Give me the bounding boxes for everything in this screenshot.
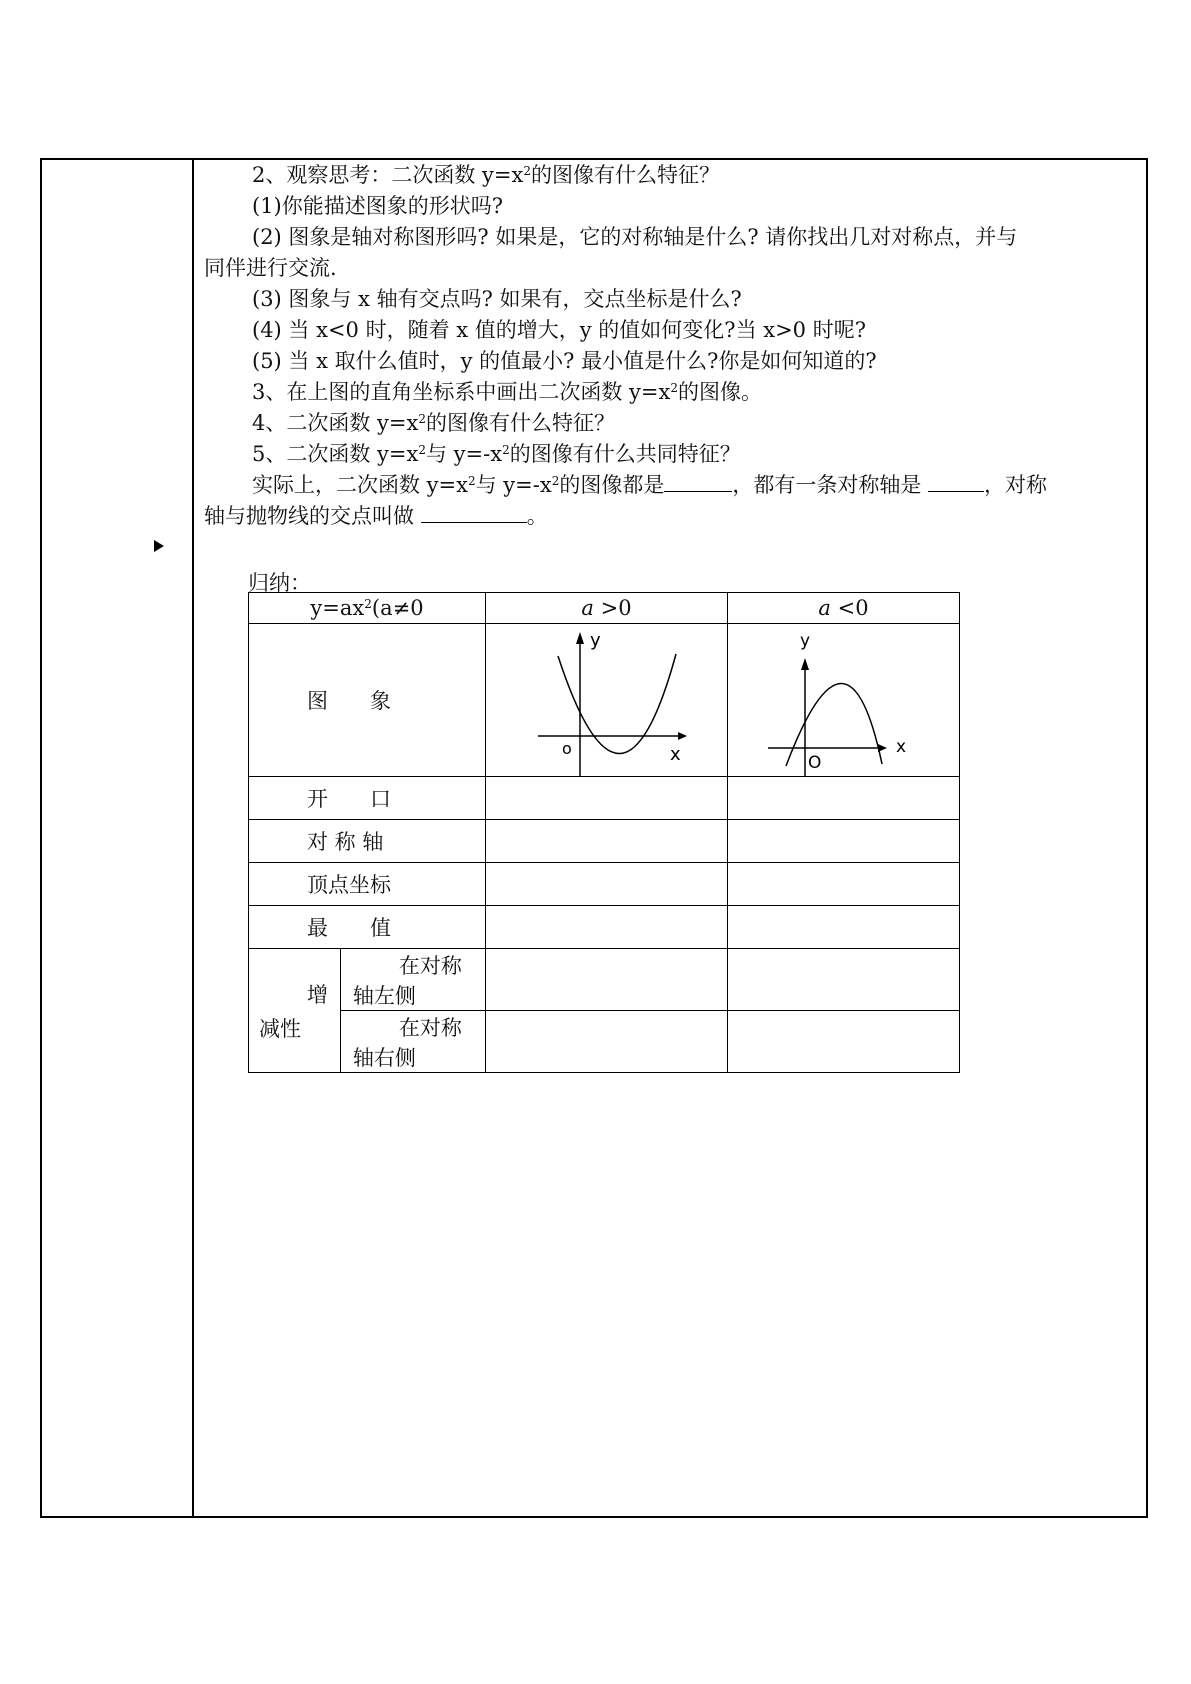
practice-line-2: 轴与抛物线的交点叫做 。 — [204, 504, 548, 528]
y-axis-label: y — [799, 631, 811, 651]
monotonicity-label — [249, 949, 341, 1073]
opening-row — [249, 777, 960, 820]
question-content — [204, 160, 1144, 532]
axis-row — [249, 820, 960, 863]
axis-label: 对 称 轴 — [249, 820, 486, 863]
left-negative-cell[interactable] — [727, 949, 959, 1011]
extreme-label: 最 值 — [249, 906, 486, 949]
vertex-negative-cell[interactable] — [727, 863, 959, 906]
summary-label: 归纳： — [248, 571, 311, 595]
opening-positive-cell[interactable] — [485, 777, 727, 820]
answer-blank-shape[interactable] — [664, 471, 732, 492]
left-positive-cell[interactable] — [485, 949, 727, 1011]
graph-row-label: 图 象 — [249, 624, 486, 777]
question-5: (5) 当 x 取什么值时，y 的值最小? 最小值是什么?你是如何知道的? — [252, 349, 877, 373]
right-side-label-b: 轴右侧 — [352, 1045, 416, 1070]
triangle-marker-icon — [154, 540, 164, 552]
axis-positive-cell[interactable] — [485, 820, 727, 863]
vertex-row — [249, 863, 960, 906]
right-positive-cell[interactable] — [485, 1011, 727, 1073]
x-axis-label: x — [895, 737, 907, 757]
origin-label: O — [807, 753, 822, 773]
left-side-label-b: 轴左侧 — [352, 983, 416, 1008]
monotonic-right-row — [249, 1011, 960, 1073]
x-axis-label: x — [669, 744, 681, 765]
question-2-continued: 同伴进行交流. — [204, 256, 337, 280]
header-a-positive: a >0 — [485, 593, 727, 624]
question-1: (1)你能描述图象的形状吗? — [252, 194, 504, 218]
downward-parabola-graph — [728, 624, 959, 776]
opening-label: 开 口 — [249, 777, 486, 820]
origin-label: o — [561, 739, 572, 758]
extreme-positive-cell[interactable] — [485, 906, 727, 949]
y-axis-label: y — [589, 630, 601, 651]
graph-cell-positive — [485, 624, 727, 777]
question-2: (2) 图象是轴对称图形吗? 如果是，它的对称轴是什么? 请你找出几对对称点，并与 — [252, 225, 1018, 249]
right-side-label-a: 在对称 — [398, 1015, 462, 1040]
section5-heading: 5、二次函数 $y=x^2$与 $y=-x^2$的图像有什么共同特征？ — [252, 442, 741, 466]
summary-header-row — [249, 593, 960, 624]
answer-blank-vertex[interactable] — [421, 502, 527, 523]
vertex-label: 顶点坐标 — [249, 863, 486, 906]
graph-row — [249, 624, 960, 777]
answer-blank-axis[interactable] — [928, 471, 984, 492]
question-4: (4) 当 x<0 时，随着 x 值的增大，y 的值如何变化?当 x>0 时呢? — [252, 318, 866, 342]
header-formula: $y=ax^2(a\ne 0$ — [249, 593, 486, 624]
column-divider — [192, 160, 194, 1516]
monotonic-left-row — [249, 949, 960, 1011]
header-a-negative: a <0 — [727, 593, 959, 624]
question-3: (3) 图象与 x 轴有交点吗? 如果有，交点坐标是什么? — [252, 287, 742, 311]
left-side-label — [340, 949, 485, 1011]
section4-heading: 4、二次函数 $y=x^2$的图像有什么特征？ — [252, 411, 615, 435]
section3-heading: 3、在上图的直角坐标系中画出二次函数 $y=x^2$的图像。 — [252, 380, 762, 404]
monotonicity-label-b: 减性 — [259, 1016, 301, 1041]
opening-negative-cell[interactable] — [727, 777, 959, 820]
right-negative-cell[interactable] — [727, 1011, 959, 1073]
graph-cell-negative — [727, 624, 959, 777]
section2-heading: 2、观察思考：二次函数 $y=x^2$的图像有什么特征？ — [252, 163, 720, 187]
right-side-label — [340, 1011, 485, 1073]
extreme-negative-cell[interactable] — [727, 906, 959, 949]
extreme-row — [249, 906, 960, 949]
upward-parabola-graph — [486, 624, 727, 776]
vertex-positive-cell[interactable] — [485, 863, 727, 906]
left-side-label-a: 在对称 — [398, 953, 462, 978]
axis-negative-cell[interactable] — [727, 820, 959, 863]
practice-line-1: 实际上，二次函数 $y=x^2$与 $y=-x^2$的图像都是 ，都有一条对称轴是 ，对称 — [252, 473, 1048, 497]
monotonicity-label-a: 增 — [307, 982, 328, 1007]
summary-table — [248, 592, 960, 1073]
